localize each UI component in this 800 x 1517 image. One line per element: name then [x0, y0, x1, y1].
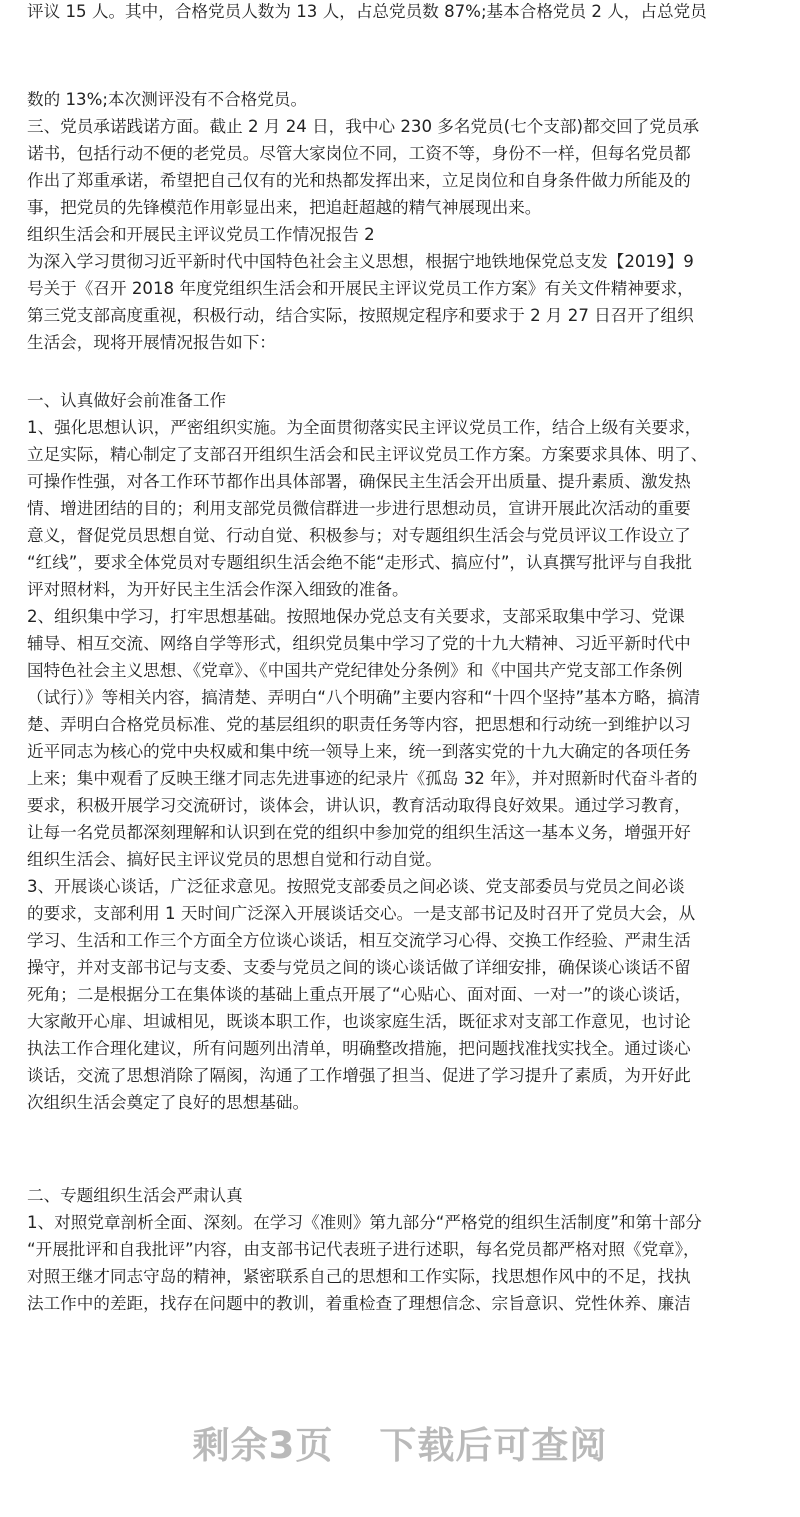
text-line: （试行）》等相关内容，搞清楚、弄明白“八个明确”主要内容和“十四个坚持”基本方略，搞清	[27, 688, 701, 707]
text-line: 可操作性强，对各工作环节都作出具体部署，确保民主生活会开出质量、提升素质、激发热	[27, 472, 691, 491]
text-line: 号关于《召开 2018 年度党组织生活会和开展民主评议党员工作方案》有关文件精神要求，	[27, 279, 694, 298]
text-line: 的要求，支部利用 1 天时间广泛深入开展谈话交心。一是支部书记及时召开了党员大会，从	[27, 904, 696, 923]
text-line: 对照王继才同志守岛的精神，紧密联系自己的思想和工作实际，找思想作风中的不足，找执	[27, 1267, 691, 1286]
text-line: 1、强化思想认识，严密组织实施。为全面贯彻落实民主评议党员工作，结合上级有关要求，	[27, 418, 702, 437]
text-line: 评对照材料，为开好民主生活会作深入细致的准备。	[27, 580, 409, 599]
text-line: 诺书，包括行动不便的老党员。尽管大家岗位不同，工资不等，身份不一样，但每名党员都	[27, 144, 691, 163]
text-line: 数的 13%;本次测评没有不合格党员。	[27, 90, 308, 109]
text-line: 作出了郑重承诺，希望把自己仅有的光和热都发挥出来，立足岗位和自身条件做力所能及的	[27, 171, 691, 190]
text-line: 上来；集中观看了反映王继才同志先进事迹的纪录片《孤岛 32 年》，并对照新时代奋斗者的	[27, 769, 698, 788]
text-line: 评议 15 人。其中，合格党员人数为 13 人，占总党员数 87%;基本合格党员 2 人，占总党员	[27, 2, 707, 21]
text-line: 事，把党员的先锋模范作用彰显出来，把追赶超越的精气神展现出来。	[27, 198, 542, 217]
text-line: 执法工作合理化建议，所有问题列出清单，明确整改措施，把问题找准找实找全。通过谈心	[27, 1039, 691, 1058]
text-line: 立足实际，精心制定了支部召开组织生活会和民主评议党员工作方案。方案要求具体、明了、	[27, 445, 708, 464]
heading: 一、认真做好会前准备工作	[27, 391, 227, 410]
text-line: “开展批评和自我批评”内容，由支部书记代表班子进行述职，每名党员都严格对照《党章》，	[27, 1240, 700, 1259]
text-line: 学习、生活和工作三个方面全方位谈心谈话，相互交流学习心得、交换工作经验、严肃生活	[27, 931, 691, 950]
text-line: 辅导、相互交流、网络自学等形式，组织党员集中学习了党的十九大精神、习近平新时代中	[27, 634, 691, 653]
text-line: 2、组织集中学习，打牢思想基础。按照地保办党总支有关要求，支部采取集中学习、党课	[27, 607, 685, 626]
remaining-pages-label: 剩余3页	[192, 1424, 334, 1467]
text-line: 第三党支部高度重视，积极行动，结合实际，按照规定程序和要求于 2 月 27 日召开了组织	[27, 306, 694, 325]
preview-footer	[0, 1415, 800, 1469]
text-line: 情、增进团结的目的；利用支部党员微信群进一步进行思想动员，宣讲开展此次活动的重要	[27, 499, 691, 518]
text-line: 组织生活会、搞好民主评议党员的思想自觉和行动自觉。	[27, 850, 442, 869]
text-line: 生活会，现将开展情况报告如下：	[27, 333, 276, 352]
text-line: 大家敞开心扉、坦诚相见，既谈本职工作，也谈家庭生活，既征求对支部工作意见，也讨论	[27, 1012, 691, 1031]
text-line: 为深入学习贯彻习近平新时代中国特色社会主义思想，根据宁地铁地保党总支发【2019】9	[27, 252, 694, 271]
heading: 二、专题组织生活会严肃认真	[27, 1186, 243, 1205]
text-line: 三、党员承诺践诺方面。截止 2 月 24 日，我中心 230 多名党员(七个支部)都交回了党员承	[27, 117, 700, 136]
text-line: 意义，督促党员思想自觉、行动自觉、积极参与；对专题组织生活会与党员评议工作设立了	[27, 526, 691, 545]
text-line: 近平同志为核心的党中央权威和集中统一领导上来，统一到落实党的十九大确定的各项任务	[27, 742, 691, 761]
text-line: 次组织生活会奠定了良好的思想基础。	[27, 1093, 310, 1112]
text-line: 让每一名党员都深刻理解和认识到在党的组织中参加党的组织生活这一基本义务，增强开好	[27, 823, 691, 842]
text-line: 国特色社会主义思想、《党章》、《中国共产党纪律处分条例》和《中国共产党支部工作条例	[27, 661, 683, 680]
text-line: 死角；二是根据分工在集体谈的基础上重点开展了“心贴心、面对面、一对一”的谈心谈话，	[27, 985, 692, 1004]
text-line: 1、对照党章剖析全面、深刻。在学习《准则》第九部分“严格党的组织生活制度”和第十部分	[27, 1213, 702, 1232]
text-line: 3、开展谈心谈话，广泛征求意见。按照党支部委员之间必谈、党支部委员与党员之间必谈	[27, 877, 685, 896]
download-to-read-label: 下载后可查阅	[379, 1424, 608, 1467]
text-line: 楚、弄明白合格党员标准、党的基层组织的职责任务等内容，把思想和行动统一到维护以习	[27, 715, 691, 734]
text-line: “红线”，要求全体党员对专题组织生活会绝不能“走形式、搞应付”，认真撰写批评与自我批	[27, 553, 692, 572]
text-line: 要求，积极开展学习交流研讨，谈体会，讲认识，教育活动取得良好效果。通过学习教育，	[27, 796, 691, 815]
text-line: 谈话，交流了思想消除了隔阂，沟通了工作增强了担当、促进了学习提升了素质，为开好此	[27, 1066, 691, 1085]
text-line: 法工作中的差距，找存在问题中的教训，着重检查了理想信念、宗旨意识、党性休养、廉洁	[27, 1294, 691, 1313]
section-title: 组织生活会和开展民主评议党员工作情况报告 2	[27, 225, 375, 244]
text-line: 操守，并对支部书记与支委、支委与党员之间的谈心谈话做了详细安排，确保谈心谈话不留	[27, 958, 691, 977]
